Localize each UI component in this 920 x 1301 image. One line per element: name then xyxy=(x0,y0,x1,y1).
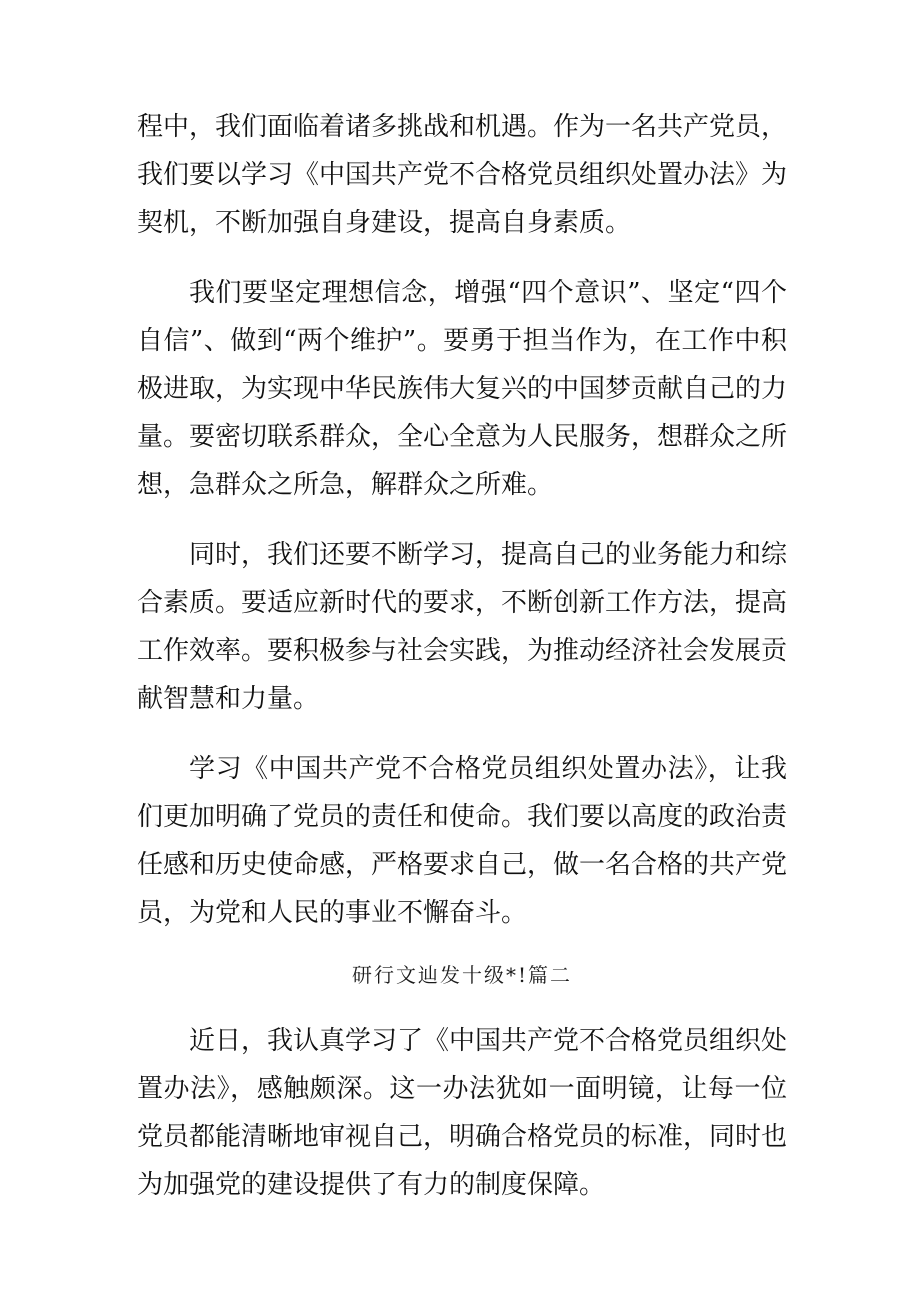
section-title: 研行文辿发十级*!篇二 xyxy=(351,963,573,987)
paragraph-learning: 同时，我们还要不断学习，提高自己的业务能力和综合素质。要适应新时代的要求，不断创新工作方法，提高工作效率。要积极参与社会实践，为推动经济社会发展贡献智慧和力量。 xyxy=(137,540,788,714)
paragraph-responsibility: 学习《中国共产党不合格党员组织处置办法》，让我们更加明确了党员的责任和使命。我们要以高度的政治责任感和历史使命感，严格要求自己，做一名合格的共产党员，为党和人民的事业不懈奋斗。 xyxy=(137,754,788,928)
paragraph-continuation: 程中，我们面临着诸多挑战和机遇。作为一名共产党员，我们要以学习《中国共产党不合格党员组织处置办法》为契机，不断加强自身建设，提高自身素质。 xyxy=(137,112,788,238)
document-body xyxy=(137,103,787,1231)
paragraph-intro-part2: 近日，我认真学习了《中国共产党不合格党员组织处置办法》，感触颇深。这一办法犹如一面明镜，让每一位党员都能清晰地审视自己，明确合格党员的标准，同时也为加强党的建设提供了有力的制度保障。 xyxy=(137,1026,788,1200)
paragraph-ideals: 我们要坚定理想信念，增强“四个意识”、坚定“四个自信”、做到“两个维护”。要勇于担当作为，在工作中积极进取，为实现中华民族伟大复兴的中国梦贡献自己的力量。要密切联系群众，全心全意为人民服务，想群众之所想，急群众之所急，解群众之所难。 xyxy=(137,278,788,500)
